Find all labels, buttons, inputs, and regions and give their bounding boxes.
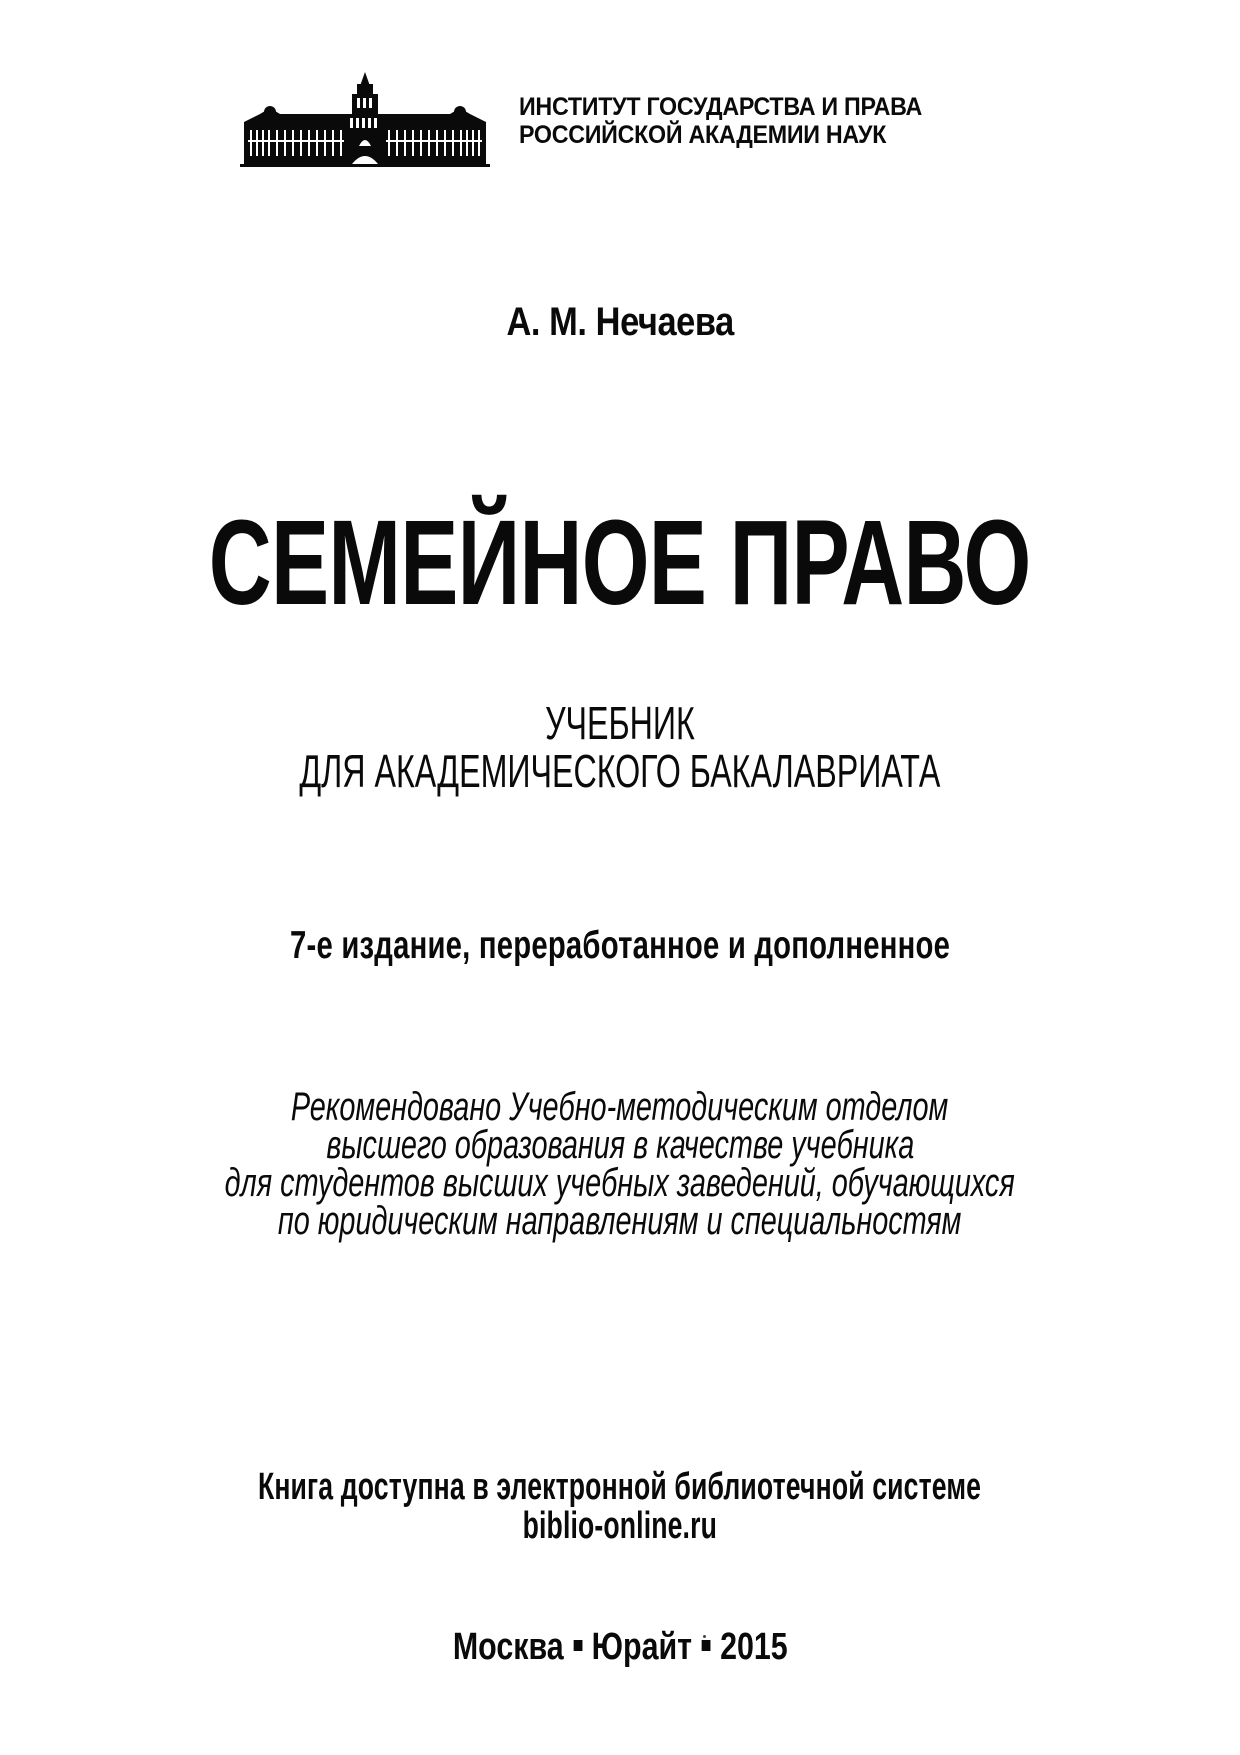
book-title bbox=[0, 494, 1240, 630]
library-url bbox=[0, 1507, 1240, 1545]
recommendation-line-text: для студентов высших учебных заведений, обучающихся bbox=[224, 1161, 1016, 1205]
institute-name bbox=[519, 93, 952, 149]
availability-note bbox=[0, 1468, 1240, 1506]
library-url-text: biblio-online.ru bbox=[522, 1505, 718, 1547]
recommendation-line bbox=[0, 1163, 1240, 1203]
imprint-text bbox=[453, 1628, 788, 1666]
author-name-text: А. М. Нечаева bbox=[506, 300, 734, 344]
institute-name-line2: РОССИЙСКОЙ АКАДЕМИИ НАУК bbox=[519, 121, 887, 149]
institute-building-logo bbox=[240, 68, 490, 168]
institute-name-line1: ИНСТИТУТ ГОСУДАРСТВА И ПРАВА bbox=[519, 93, 923, 121]
edition-note-text: 7-е издание, переработанное и дополненное bbox=[289, 924, 951, 967]
recommendation-line-text: Рекомендовано Учебно-методическим отделом bbox=[291, 1085, 949, 1129]
imprint-publisher: Юрайт bbox=[591, 1626, 692, 1668]
imprint bbox=[0, 1628, 1240, 1666]
bullet-separator-icon bbox=[701, 1640, 710, 1651]
edition-note bbox=[0, 926, 1240, 965]
subtitle-line2 bbox=[0, 745, 1240, 797]
recommendation-line-text: высшего образования в качестве учебника bbox=[326, 1123, 914, 1167]
subtitle-line1-text: УЧЕБНИК bbox=[545, 697, 695, 749]
recommendation-line-text: по юридическим направлениям и специальностям bbox=[278, 1199, 962, 1243]
book-title-text: СЕМЕЙНОЕ ПРАВО bbox=[209, 494, 1031, 630]
recommendation-line bbox=[0, 1087, 1240, 1127]
imprint-year: 2015 bbox=[719, 1626, 788, 1668]
recommendation-line bbox=[0, 1201, 1240, 1241]
subtitle-line2-text: ДЛЯ АКАДЕМИЧЕСКОГО БАКАЛАВРИАТА bbox=[299, 745, 941, 797]
recommendation-line bbox=[0, 1125, 1240, 1165]
subtitle-line1 bbox=[0, 697, 1240, 749]
author-name bbox=[0, 302, 1240, 342]
bullet-separator-icon bbox=[573, 1640, 582, 1651]
imprint-city: Москва bbox=[452, 1626, 564, 1668]
availability-note-text: Книга доступна в электронной библиотечной системе bbox=[258, 1466, 982, 1508]
